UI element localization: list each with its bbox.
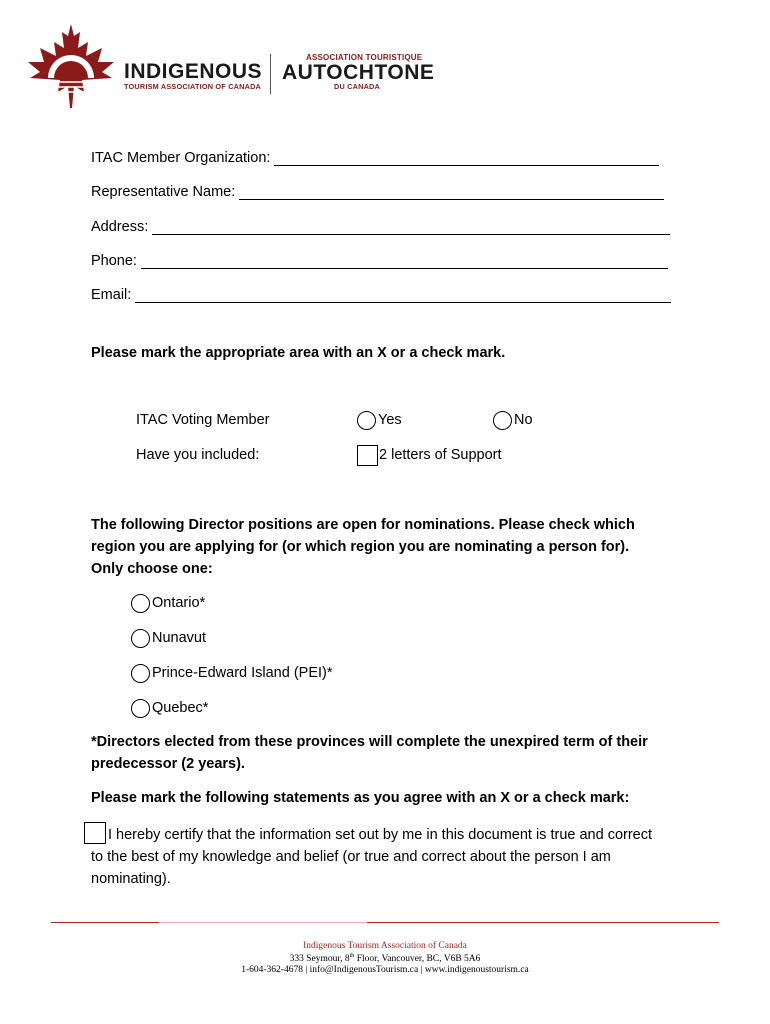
region-nunavut-radio[interactable] — [131, 629, 150, 648]
region-pei-label: Prince-Edward Island (PEI)* — [152, 665, 333, 681]
email-input[interactable] — [135, 288, 671, 303]
directors-note — [91, 731, 731, 775]
member-organization-input[interactable] — [274, 151, 659, 166]
footer-address-pre: 333 Seymour, 8 — [289, 954, 350, 965]
letters-support-label: 2 letters of Support — [379, 447, 502, 463]
email-field — [91, 287, 676, 303]
logo-name-en: INDIGENOUS — [124, 60, 263, 83]
phone-label: Phone: — [91, 253, 137, 269]
voting-no-radio[interactable] — [493, 411, 512, 430]
region-ontario-label: Ontario* — [152, 595, 206, 611]
region-nunavut-label: Nunavut — [152, 630, 207, 646]
letters-support-checkbox[interactable] — [357, 445, 378, 466]
footer-org-name: Indigenous Tourism Association of Canada — [303, 941, 467, 951]
logo-top-fr: ASSOCIATION TOURISTIQUE — [306, 53, 423, 62]
voting-no-label: No — [514, 412, 533, 428]
logo-subtitle-fr: DU CANADA — [334, 82, 380, 91]
certify-line: I hereby certify that the information set out by me in this document is true and correct — [108, 827, 653, 843]
voting-yes-label: Yes — [378, 412, 402, 428]
directors-note-line: *Directors elected from these provinces will complete the unexpired term of their — [91, 734, 648, 750]
voting-member-label: ITAC Voting Member — [136, 412, 270, 428]
representative-name-input[interactable] — [239, 185, 664, 200]
address-field — [91, 219, 676, 235]
logo-subtitle-en: TOURISM ASSOCIATION OF CANADA — [124, 82, 262, 91]
directors-note-line: predecessor (2 years). — [91, 756, 245, 772]
member-organization-label: ITAC Member Organization: — [91, 150, 271, 166]
certify-statement — [91, 824, 731, 890]
region-quebec-label: Quebec* — [152, 700, 209, 716]
address-label: Address: — [91, 219, 149, 235]
region-pei-radio[interactable] — [131, 664, 150, 683]
instruction-mark: Please mark the appropriate area with an X or a check mark. — [91, 345, 506, 361]
included-label: Have you included: — [136, 447, 260, 463]
phone-field — [91, 253, 676, 269]
maple-leaf-logo-icon — [22, 22, 120, 110]
phone-input[interactable] — [141, 254, 668, 269]
address-input[interactable] — [152, 220, 670, 235]
member-organization-field — [91, 150, 671, 166]
footer-address — [0, 953, 770, 964]
footer-rule — [159, 922, 367, 923]
representative-name-label: Representative Name: — [91, 184, 236, 200]
footer-address-post: Floor, Vancouver, BC, V6B 5A6 — [354, 954, 481, 965]
region-ontario-radio[interactable] — [131, 594, 150, 613]
positions-intro-line: Only choose one: — [91, 561, 213, 577]
footer-rule — [367, 922, 719, 923]
certify-line: nominating). — [91, 871, 171, 887]
instruction-agree: Please mark the following statements as you agree with an X or a check mark: — [91, 790, 630, 806]
certify-line: to the best of my knowledge and belief (or true and correct about the person I am — [91, 849, 611, 865]
logo-divider — [270, 54, 271, 94]
positions-intro — [91, 514, 731, 580]
voting-yes-radio[interactable] — [357, 411, 376, 430]
footer-rule — [51, 922, 159, 923]
logo-name-fr: AUTOCHTONE — [282, 61, 435, 84]
region-quebec-radio[interactable] — [131, 699, 150, 718]
positions-intro-line: region you are applying for (or which region you are nominating a person for). — [91, 539, 630, 555]
footer-address-sup: th — [349, 953, 355, 959]
representative-name-field — [91, 184, 676, 200]
positions-intro-line: The following Director positions are open for nominations. Please check which — [91, 517, 635, 533]
email-label: Email: — [91, 287, 132, 303]
footer-contact: 1-604-362-4678 | info@IndigenousTourism.ca | www.indigenoustourism.ca — [241, 965, 529, 975]
